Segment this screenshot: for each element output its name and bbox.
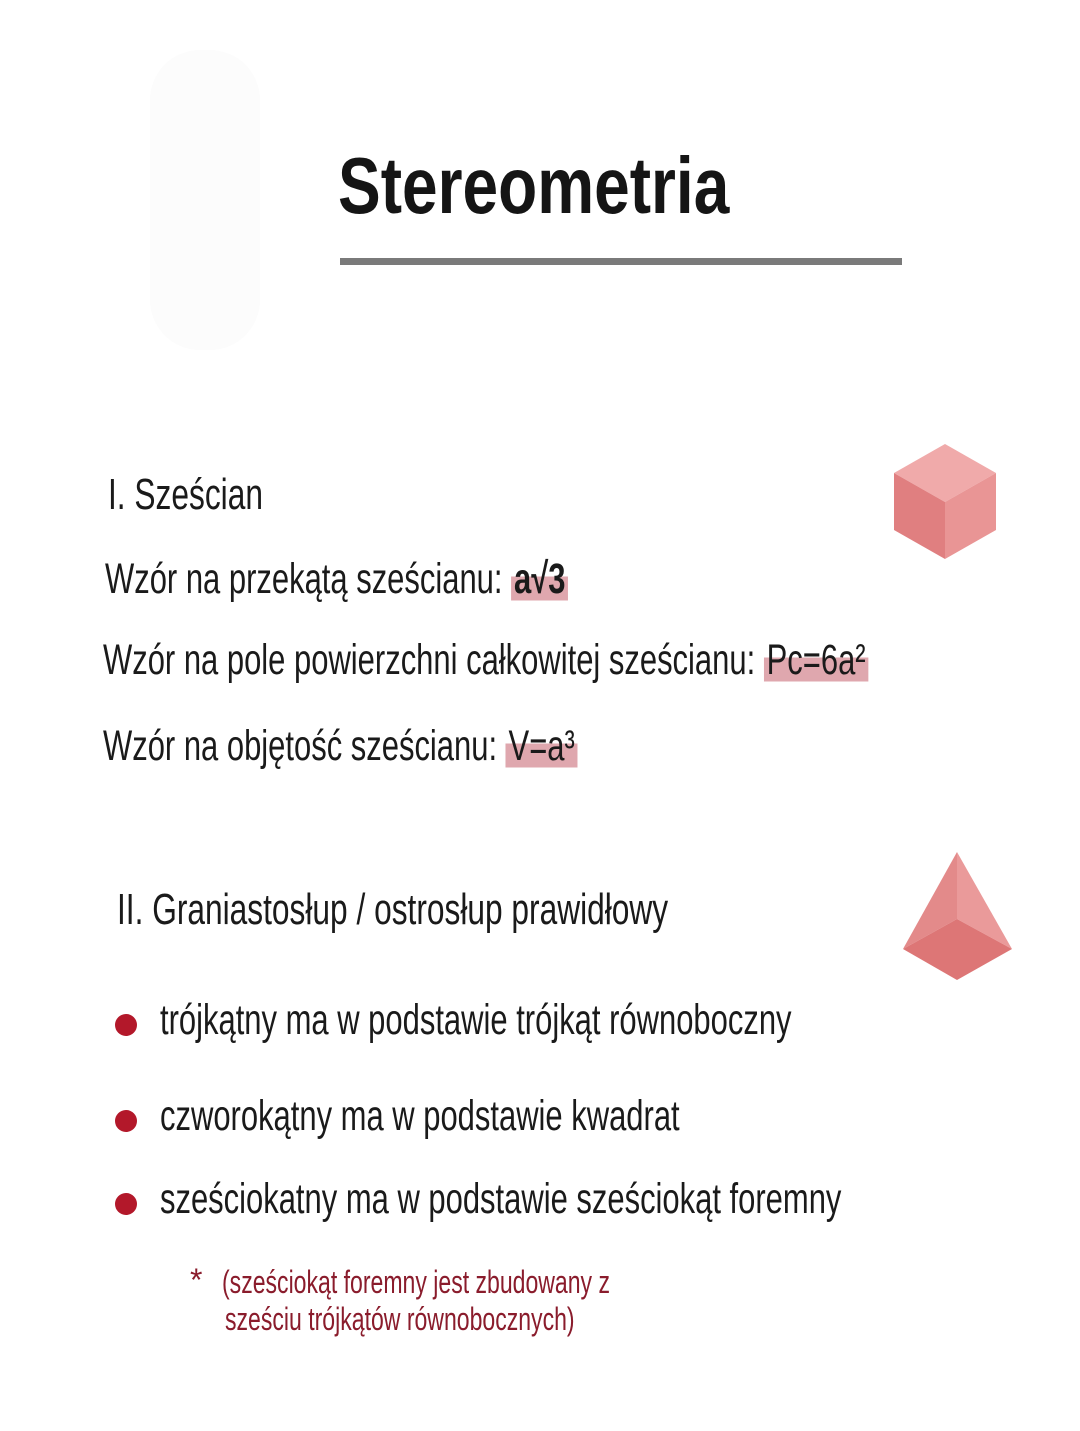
pyramid-icon <box>903 852 1013 982</box>
list-item: trójkątny ma w podstawie trójkąt równoboczny <box>160 996 792 1044</box>
list-item: czworokątny ma w podstawie kwadrat <box>160 1092 680 1140</box>
bullet-icon <box>115 1193 137 1215</box>
section-heading-prisms: II. Graniastosłup / ostrosłup prawidłowy <box>117 885 669 934</box>
formula-label: Wzór na przekątą sześcianu: <box>105 555 503 603</box>
formula-surface-area <box>103 636 869 685</box>
formula-volume <box>103 722 578 771</box>
cube-icon <box>893 444 997 560</box>
page-title: Stereometria <box>338 141 730 230</box>
formula-label: Wzór na pole powierzchni całkowitej sześcianu: <box>103 636 756 684</box>
formula-value: V=a³ <box>506 722 578 770</box>
formula-value: a√3 <box>511 555 568 603</box>
formula-value: Pc=6a² <box>764 636 869 684</box>
bullet-icon <box>115 1110 137 1132</box>
formula-diagonal <box>105 555 568 604</box>
note-line: sześciu trójkątów równobocznych) <box>225 1301 575 1337</box>
list-item: sześciokatny ma w podstawie sześciokąt foremny <box>160 1175 842 1223</box>
bullet-icon <box>115 1014 137 1036</box>
title-underline <box>340 258 902 265</box>
note-line: (sześciokąt foremny jest zbudowany z <box>222 1264 611 1300</box>
section-heading-cube: I. Sześcian <box>108 470 263 519</box>
note-asterisk: * <box>190 1262 203 1298</box>
background-decoration <box>150 50 260 350</box>
formula-label: Wzór na objętość sześcianu: <box>103 722 498 770</box>
